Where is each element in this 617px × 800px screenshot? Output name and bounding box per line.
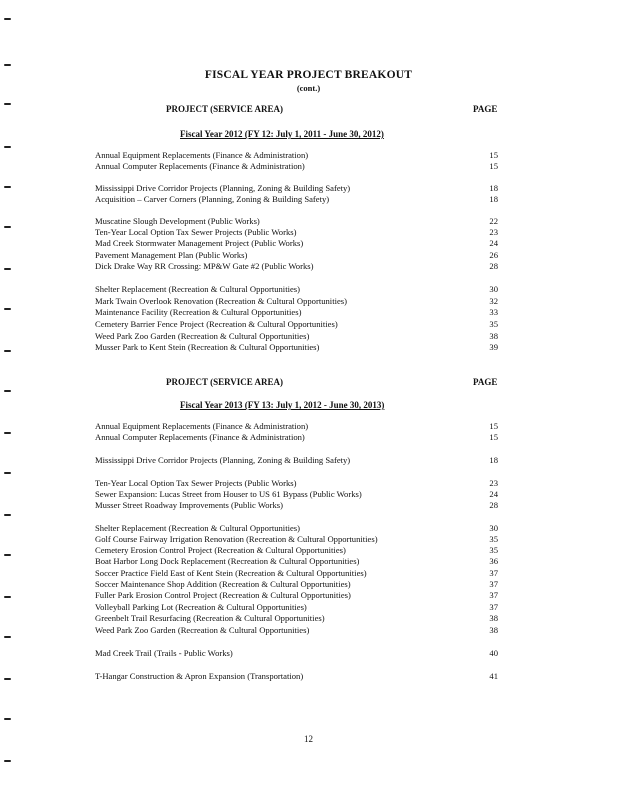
list-item-page: 15	[489, 421, 498, 431]
list-item: Musser Park to Kent Stein (Recreation & Cultural Opportunities)	[95, 342, 320, 352]
list-item: Cemetery Erosion Control Project (Recreation & Cultural Opportunities)	[95, 545, 346, 555]
list-item-page: 28	[489, 500, 498, 510]
list-item-page: 30	[489, 284, 498, 294]
list-item-page: 15	[489, 432, 498, 442]
page-title: FISCAL YEAR PROJECT BREAKOUT	[204, 69, 413, 81]
list-item-page: 35	[489, 534, 498, 544]
page-number: 12	[304, 734, 313, 744]
fiscal-year-heading: Fiscal Year 2012 (FY 12: July 1, 2011 - June 30, 2012)	[180, 129, 384, 139]
list-item-page: 38	[489, 331, 498, 341]
list-item-page: 26	[489, 250, 498, 260]
list-item-page: 15	[489, 161, 498, 171]
list-item: Acquisition – Carver Corners (Planning, Zoning & Building Safety)	[95, 194, 330, 204]
list-item: T-Hangar Construction & Apron Expansion (Transportation)	[95, 671, 304, 681]
list-item: Maintenance Facility (Recreation & Cultural Opportunities)	[95, 307, 302, 317]
list-item-page: 18	[489, 455, 498, 465]
list-item-page: 40	[489, 648, 498, 658]
list-item-page: 18	[489, 183, 498, 193]
list-item: Annual Equipment Replacements (Finance & Administration)	[95, 150, 309, 160]
list-item: Cemetery Barrier Fence Project (Recreation & Cultural Opportunities)	[95, 319, 338, 329]
list-item-page: 37	[489, 602, 498, 612]
list-item-page: 23	[489, 478, 498, 488]
page-subtitle: (cont.)	[296, 83, 321, 93]
list-item-page: 41	[489, 671, 498, 681]
list-item-page: 22	[489, 216, 498, 226]
list-item: Boat Harbor Long Dock Replacement (Recreation & Cultural Opportunities)	[95, 556, 360, 566]
list-item: Golf Course Fairway Irrigation Renovation (Recreation & Cultural Opportunities)	[95, 534, 378, 544]
list-item-page: 18	[489, 194, 498, 204]
column-header-page: PAGE	[473, 104, 498, 114]
list-item: Soccer Maintenance Shop Addition (Recreation & Cultural Opportunities)	[95, 579, 351, 589]
list-item: Mad Creek Trail (Trails - Public Works)	[95, 648, 233, 658]
fiscal-year-heading: Fiscal Year 2013 (FY 13: July 1, 2012 - June 30, 2013)	[180, 400, 385, 410]
list-item: Pavement Management Plan (Public Works)	[95, 250, 248, 260]
list-item: Annual Equipment Replacements (Finance & Administration)	[95, 421, 309, 431]
list-item: Volleyball Parking Lot (Recreation & Cultural Opportunities)	[95, 602, 307, 612]
list-item-page: 37	[489, 579, 498, 589]
list-item-page: 36	[489, 556, 498, 566]
list-item: Musser Street Roadway Improvements (Public Works)	[95, 500, 283, 510]
list-item: Sewer Expansion: Lucas Street from Houser to US 61 Bypass (Public Works)	[95, 489, 362, 499]
list-item: Ten-Year Local Option Tax Sewer Projects (Public Works)	[95, 478, 297, 488]
column-header-project: PROJECT (SERVICE AREA)	[166, 377, 284, 387]
list-item-page: 35	[489, 545, 498, 555]
list-item: Greenbelt Trail Resurfacing (Recreation & Cultural Opportunities)	[95, 613, 325, 623]
column-header-page: PAGE	[473, 377, 498, 387]
list-item-page: 37	[489, 568, 498, 578]
list-item: Mark Twain Overlook Renovation (Recreation & Cultural Opportunities)	[95, 296, 347, 306]
list-item-page: 39	[489, 342, 498, 352]
list-item: Weed Park Zoo Garden (Recreation & Cultural Opportunities)	[95, 331, 310, 341]
list-item-page: 24	[489, 238, 498, 248]
list-item: Mississippi Drive Corridor Projects (Planning, Zoning & Building Safety)	[95, 183, 351, 193]
list-item-page: 35	[489, 319, 498, 329]
list-item: Annual Computer Replacements (Finance & Administration)	[95, 161, 305, 171]
list-item-page: 38	[489, 613, 498, 623]
list-item: Shelter Replacement (Recreation & Cultural Opportunities)	[95, 523, 300, 533]
list-item-page: 32	[489, 296, 498, 306]
list-item-page: 33	[489, 307, 498, 317]
list-item-page: 24	[489, 489, 498, 499]
list-item: Mississippi Drive Corridor Projects (Planning, Zoning & Building Safety)	[95, 455, 351, 465]
column-header-project: PROJECT (SERVICE AREA)	[166, 104, 284, 114]
list-item: Fuller Park Erosion Control Project (Recreation & Cultural Opportunities)	[95, 590, 351, 600]
list-item-page: 15	[489, 150, 498, 160]
list-item-page: 37	[489, 590, 498, 600]
list-item-page: 28	[489, 261, 498, 271]
list-item-page: 38	[489, 625, 498, 635]
list-item: Mad Creek Stormwater Management Project (Public Works)	[95, 238, 304, 248]
list-item: Soccer Practice Field East of Kent Stein (Recreation & Cultural Opportunities)	[95, 568, 367, 578]
list-item: Muscatine Slough Development (Public Works)	[95, 216, 260, 226]
list-item: Weed Park Zoo Garden (Recreation & Cultural Opportunities)	[95, 625, 310, 635]
list-item: Annual Computer Replacements (Finance & Administration)	[95, 432, 305, 442]
list-item: Shelter Replacement (Recreation & Cultural Opportunities)	[95, 284, 300, 294]
list-item-page: 30	[489, 523, 498, 533]
list-item: Ten-Year Local Option Tax Sewer Projects (Public Works)	[95, 227, 297, 237]
list-item-page: 23	[489, 227, 498, 237]
list-item: Dick Drake Way RR Crossing: MP&W Gate #2 (Public Works)	[95, 261, 314, 271]
